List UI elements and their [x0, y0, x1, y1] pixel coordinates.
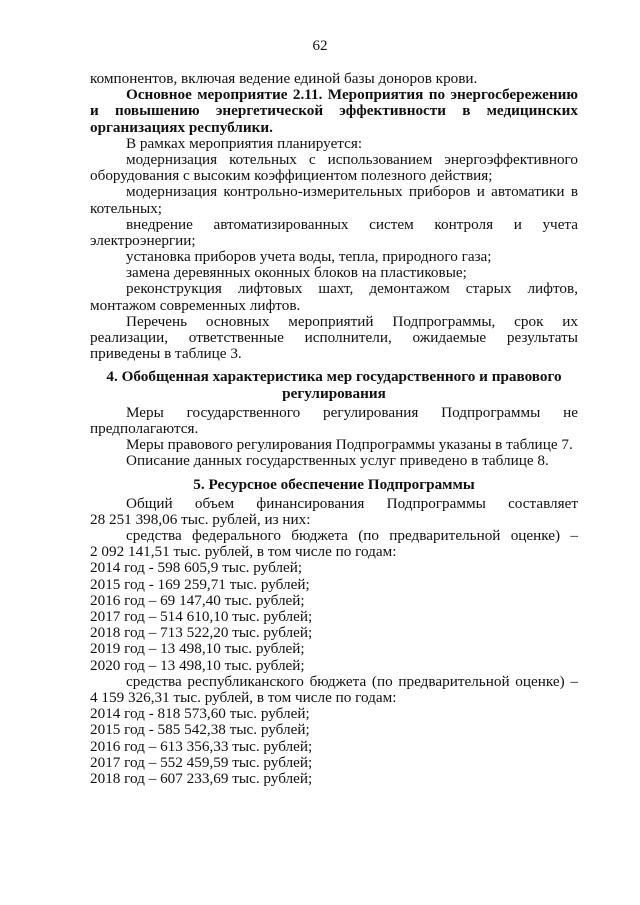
funding-year-line: 2016 год – 613 356,33 тыс. рублей; — [90, 737, 313, 755]
list-item-line: электроэнергии; — [90, 231, 196, 249]
list-item-line: замена деревянных оконных блоков на пластиковые; — [126, 264, 467, 282]
funding-year-line: 2014 год - 598 605,9 тыс. рублей; — [90, 559, 303, 577]
funding-total-paragraph — [90, 496, 578, 528]
list-item — [90, 184, 578, 216]
paragraph-line: 2 092 141,51 тыс. рублей, в том числе по годам: — [90, 543, 397, 561]
list-item-line: модернизация котельных с использованием энергоэффективного — [126, 150, 578, 168]
paragraph-line: 4 159 326,31 тыс. рублей, в том числе по годам: — [90, 688, 397, 706]
page-body — [90, 71, 578, 787]
page-number: 62 — [312, 38, 328, 54]
funding-year-line: 2016 год – 69 147,40 тыс. рублей; — [90, 591, 305, 609]
list-item-line: модернизация контрольно-измерительных приборов и автоматики в — [126, 183, 578, 201]
funding-year-line: 2020 год – 13 498,10 тыс. рублей; — [90, 656, 305, 674]
funding-year-line: 2018 год – 713 522,20 тыс. рублей; — [90, 624, 313, 642]
measure-heading-line: Основное мероприятие 2.11. Мероприятия по энергосбережению — [126, 86, 578, 104]
paragraph-line: Меры правового регулирования Подпрограммы указаны в таблице 7. — [126, 436, 573, 454]
list-item-line: реконструкция лифтовых шахт, демонтажом старых лифтов, — [126, 280, 578, 298]
measure-lead: В рамках мероприятия планируется: — [126, 134, 363, 152]
paragraph-line: средства республиканского бюджета (по предварительной оценке) – — [126, 672, 578, 690]
list-item — [90, 217, 578, 249]
funding-year-line: 2015 год - 169 259,71 тыс. рублей; — [90, 575, 310, 593]
paragraph-line: приведены в таблице 3. — [90, 345, 242, 363]
paragraph-line: Меры государственного регулирования Подпрограммы не — [126, 403, 578, 421]
list-item-line: оборудования с высоким коэффициентом полезного действия; — [90, 167, 493, 185]
measure-heading-line: организациях республики. — [90, 118, 273, 136]
measure-closing-paragraph — [90, 314, 578, 363]
paragraph-line: 28 251 398,06 тыс. рублей, из них: — [90, 510, 311, 528]
measure-heading-line: и повышению энергетической эффективности в медицинских — [90, 102, 578, 120]
paragraph-line: Перечень основных мероприятий Подпрограммы, срок их — [126, 312, 578, 330]
paragraph-line: Описание данных государственных услуг приведено в таблице 8. — [126, 452, 549, 470]
funding-year-line: 2017 год – 514 610,10 тыс. рублей; — [90, 608, 313, 625]
list-item-line: установка приборов учета воды, тепла, природного газа; — [126, 248, 492, 266]
list-item-line: внедрение автоматизированных систем контроля и учета — [126, 215, 578, 233]
section-5-heading: 5. Ресурсное обеспечение Подпрограммы — [193, 475, 475, 493]
funding-year-line: 2018 год – 607 233,69 тыс. рублей; — [90, 769, 313, 787]
list-item — [90, 265, 578, 281]
list-item — [90, 281, 578, 313]
funding-year-line: 2019 год – 13 498,10 тыс. рублей; — [90, 640, 305, 658]
section-heading-line: 4. Обобщенная характеристика мер государственного и правового — [106, 368, 562, 386]
intro-line: компонентов, включая ведение единой базы доноров крови. — [90, 70, 478, 87]
list-item — [90, 249, 578, 265]
funding-year-line: 2015 год - 585 542,38 тыс. рублей; — [90, 721, 310, 739]
paragraph-line: предполагаются. — [90, 419, 199, 437]
federal-budget-block — [90, 528, 578, 674]
funding-year-line: 2014 год - 818 573,60 тыс. рублей; — [90, 705, 310, 723]
list-item — [90, 152, 578, 184]
republic-budget-block — [90, 674, 578, 787]
section-4-heading — [90, 369, 578, 401]
paragraph-line: Общий объем финансирования Подпрограммы составляет — [126, 494, 578, 512]
measure-list — [90, 152, 578, 314]
section-4-body — [90, 405, 578, 470]
funding-year-line: 2017 год – 552 459,59 тыс. рублей; — [90, 753, 313, 771]
list-item-line: монтажом современных лифтов. — [90, 296, 301, 314]
paragraph-line: реализации, ответственные исполнители, ожидаемые результаты — [90, 329, 578, 346]
measure-heading — [90, 87, 578, 136]
list-item-line: котельных; — [90, 199, 163, 217]
paragraph-line: средства федерального бюджета (по предварительной оценке) – — [126, 527, 578, 545]
section-heading-line: регулирования — [282, 384, 386, 402]
